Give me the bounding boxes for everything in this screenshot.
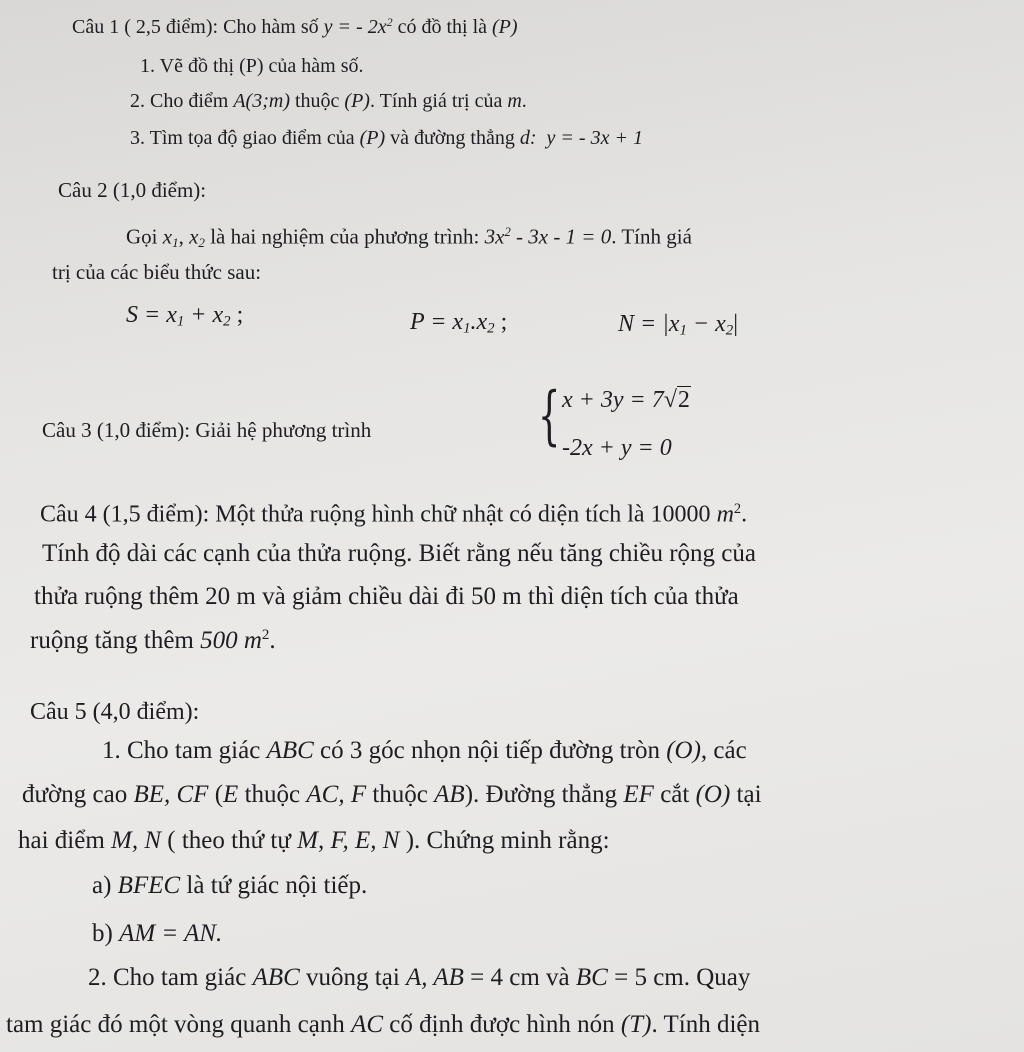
cau1-item2: 2. Cho điểm A(3;m) thuộc (P). Tính giá trị của m. (130, 90, 527, 112)
expr-N: $N = |x_1 - x_2|$ (618, 311, 738, 339)
cau4-line3: thửa ruộng thêm 20 m và giảm chiều dài đi 50 m thì diện tích của thửa (34, 583, 739, 610)
expr-P: $P = x_1.x_2$ ; (410, 309, 508, 337)
cau5-line4: 2. Cho tam giác ABC vuông tại A, AB = 4 cm và BC = 5 cm. Quay (88, 964, 751, 991)
cau4-line1: Câu 4 (1,5 điểm): Một thửa ruộng hình chữ nhật có diện tích là 10000 $m^2$. (40, 501, 748, 528)
system-brace: { (538, 379, 561, 453)
cau5-item-b: b) AM = AN. (92, 920, 223, 947)
cau5-line5: tam giác đó một vòng quanh cạnh AC cố định được hình nón (T). Tính diện (6, 1011, 760, 1038)
cau5-line2: đường cao BE, CF (E thuộc AC, F thuộc AB). Đường thẳng EF cắt (O) tại (22, 781, 762, 808)
cau2-line1: Gọi $x_1$, $x_2$ là hai nghiệm của phương trình: $3x^2 - 3x - 1 = 0$. Tính giá (126, 224, 692, 250)
expr-S: $S = x_1 + x_2$ ; (126, 302, 244, 330)
cau3-heading: Câu 3 (1,0 điểm): Giải hệ phương trình (42, 418, 372, 442)
cau4-line2: Tính độ dài các cạnh của thửa ruộng. Biết rằng nếu tăng chiều rộng của (42, 540, 756, 567)
cau2-heading: Câu 2 (1,0 điểm): (58, 178, 207, 202)
cau5-line1: 1. Cho tam giác ABC có 3 góc nhọn nội tiếp đường tròn (O), các (102, 737, 747, 764)
cau2-line2: trị của các biểu thức sau: (52, 260, 262, 284)
cau1-item3: 3. Tìm tọa độ giao điểm của (P) và đường thẳng d: y = - 3x + 1 (130, 127, 643, 149)
system-eq1: x + 3y = 7√2 (562, 387, 690, 413)
system-eq2: -2x + y = 0 (562, 435, 672, 461)
cau5-item-a: a) BFEC là tứ giác nội tiếp. (92, 872, 368, 899)
cau1-heading: Câu 1 ( 2,5 điểm): Cho hàm số y = - $2x^2$ có đồ thị là (P) (72, 15, 518, 39)
cau5-line3: hai điểm M, N ( theo thứ tự M, F, E, N ). Chứng minh rằng: (18, 827, 610, 854)
cau5-heading: Câu 5 (4,0 điểm): (30, 699, 200, 725)
cau1-item1: 1. Vẽ đồ thị (P) của hàm số. (140, 55, 364, 77)
cau4-line4: ruộng tăng thêm 500 $m^2$. (30, 627, 276, 654)
